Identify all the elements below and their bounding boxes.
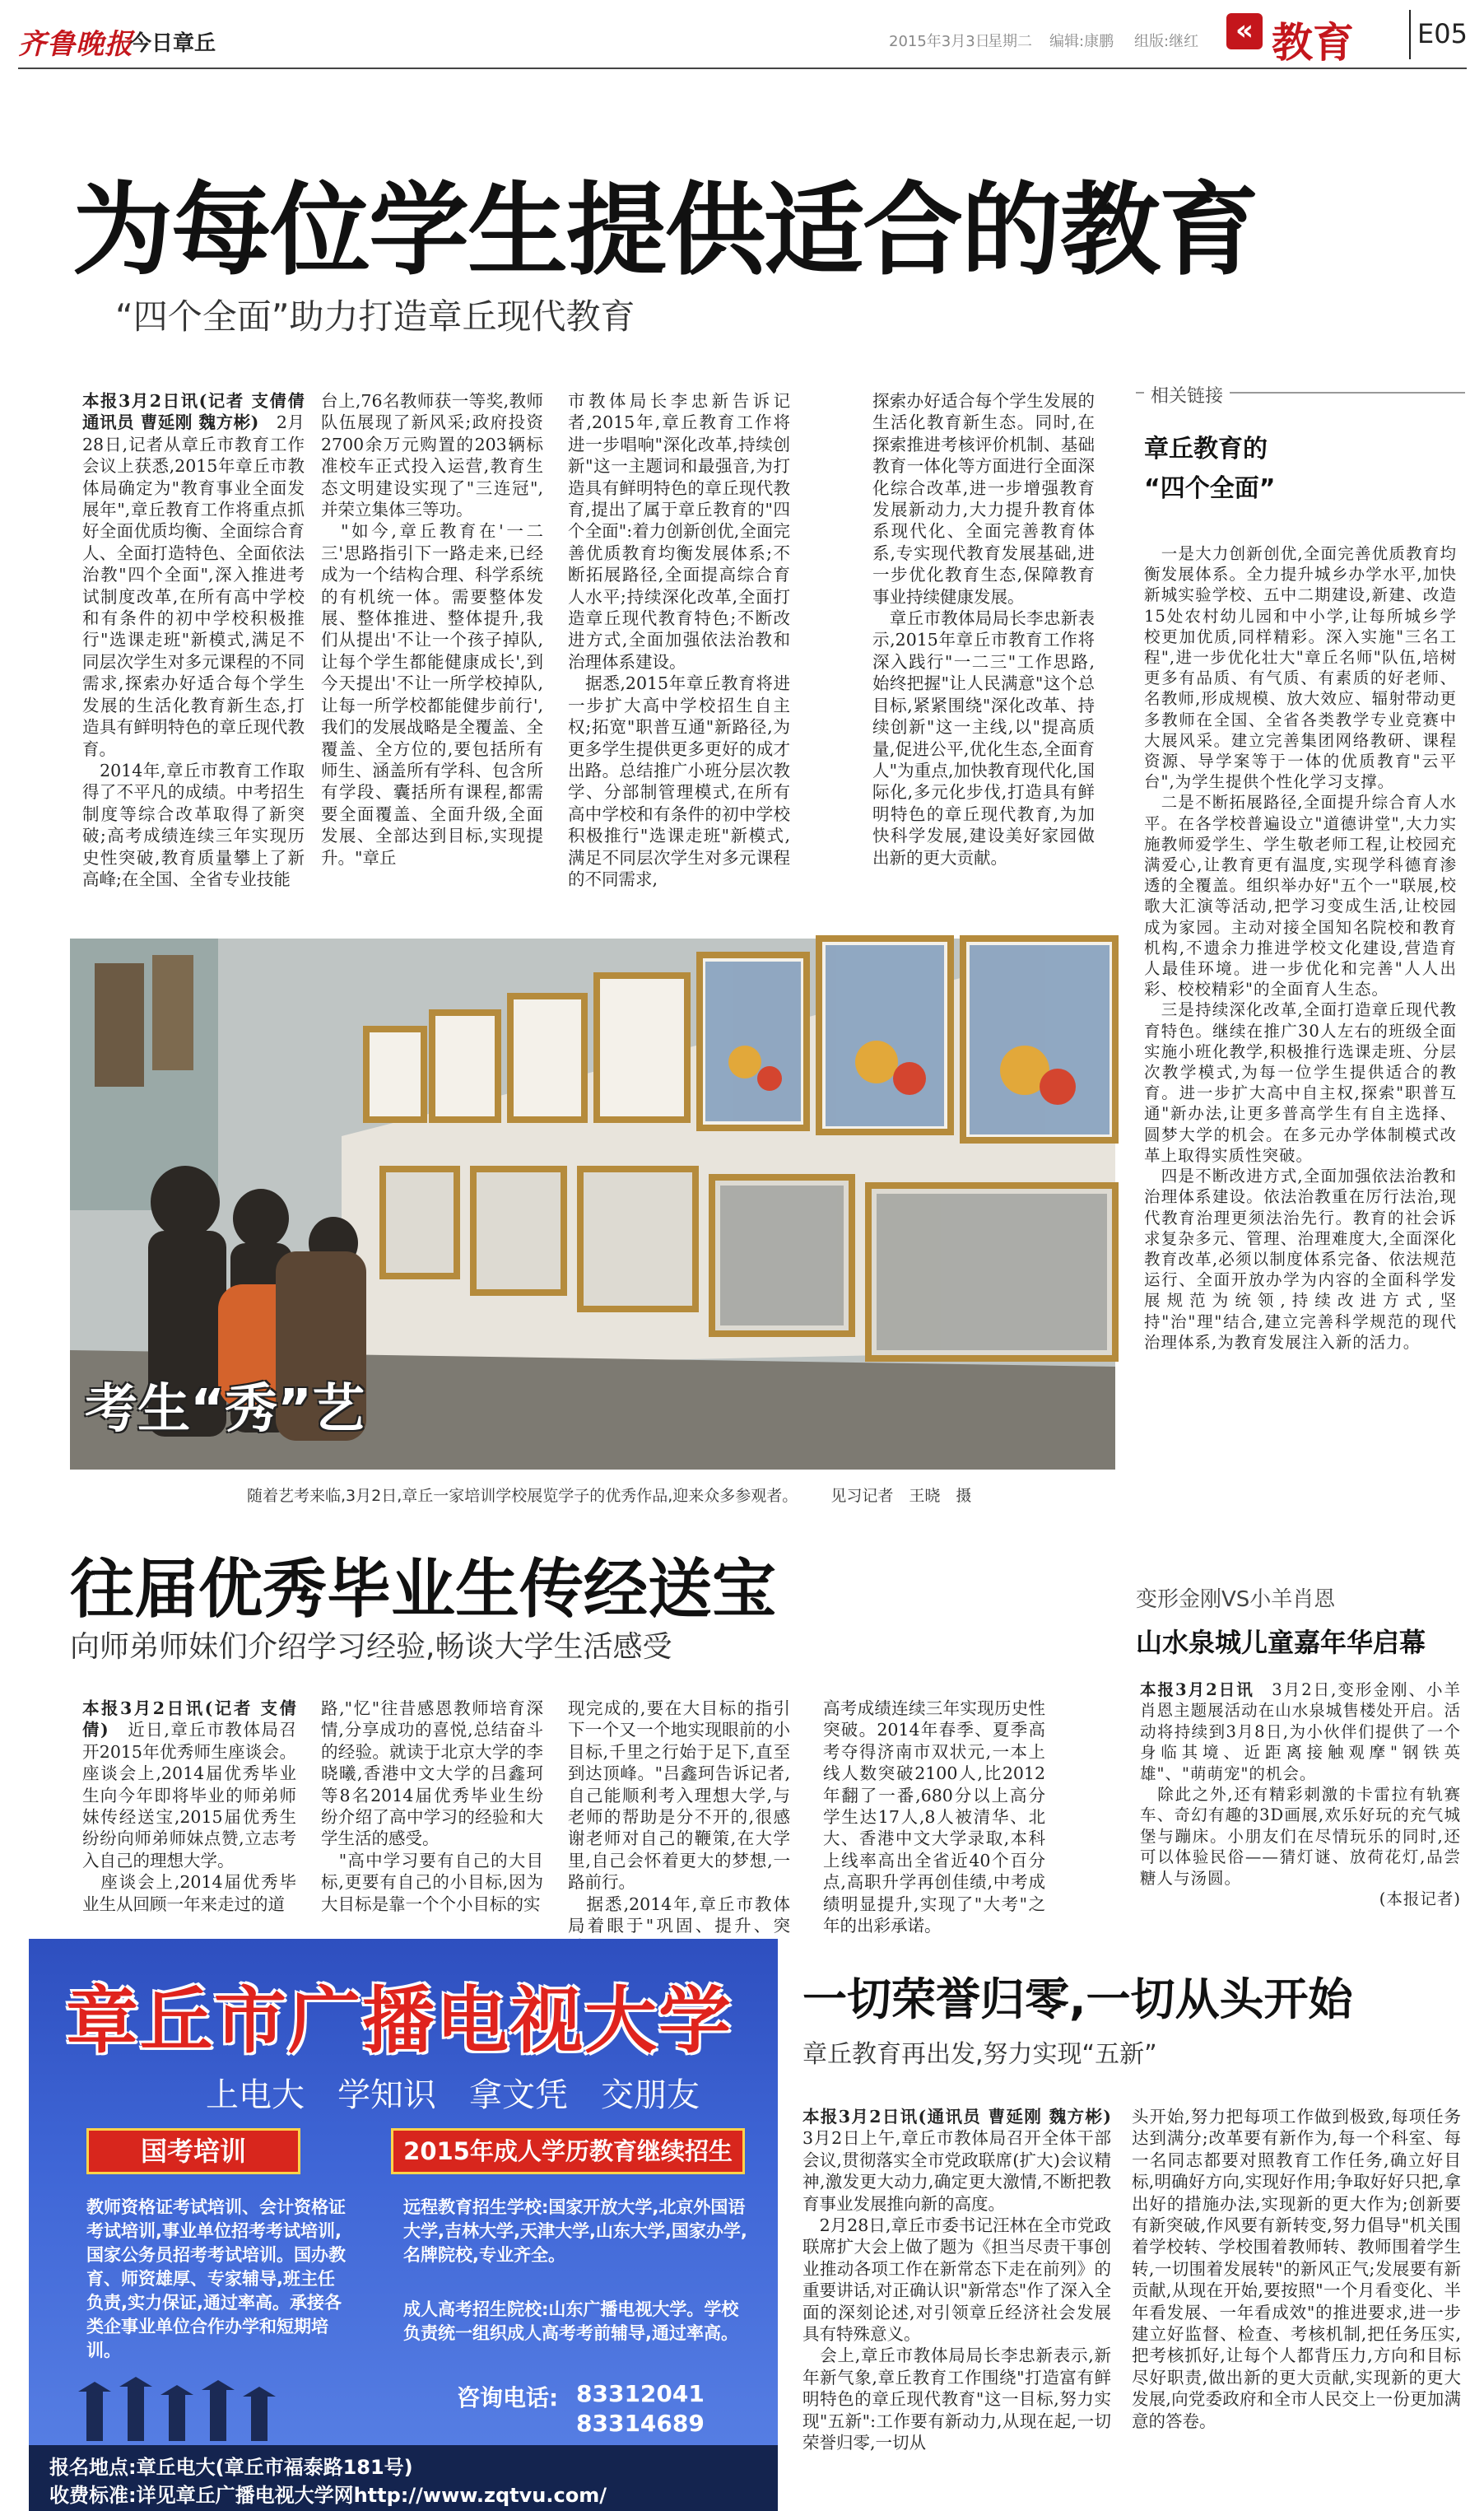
story3-text-1: 3月2日上午,章丘市教体局召开全体干部会议,贯彻落实全市党政联席(扩大)会议精神,激发更大动力,确定更大激情,不断把教育事业发展推向新的高度。 2月28日,章丘市委书记汪林在全市党政联席扩大会上做了题为《担当尽责干事创业推动各项工作在新常态下走在前列》的重要讲话,对正确认识"新常态"作了深入全面的深刻论述,对引领章丘经济社会发展具有特殊意义。 会上,章丘市教体局局长李忠新表示,新年新气象,章丘教育工作围绕"打造富有鲜明特色的章丘现代教育"这一目标,努力实现"五新":工作要有新动力,从现在起,一切荣誉归零,一切从 xyxy=(802,2128,1111,2453)
carnival-lead: 本报3月2日讯 xyxy=(1140,1680,1254,1699)
ad-phone-2: 83314689 xyxy=(576,2410,705,2437)
masthead xyxy=(0,0,1484,78)
masthead-rule xyxy=(18,68,1467,69)
story3-subhead: 章丘教育再出发,努力实现“五新” xyxy=(802,2040,1157,2069)
ad-box1-label: 国考培训 xyxy=(86,2128,300,2174)
main-headline: 为每位学生提供适合的教育 xyxy=(72,172,1258,289)
sidebar-title-2: “四个全面” xyxy=(1144,474,1276,503)
main-story-col-4: 探索办好适合每个学生发展的生活化教育新生态。同时,在探索推进考核评价机制、基础教育一体化等方面进行全面深化综合改革,进一步增强教育发展新动力,大力提升教育体系现代化、全面完善教育体系,专实现代教育发展基础,进一步优化教育生态,保障教育事业持续健康发展。 章丘市教体局局长李忠新表示,2015年章丘市教育工作将深入践行"一二三"工作思路,始终把握"让人民满意"这个总目标,紧紧围绕"深化改革、持续创新"这一主线,以"提高质量,促进公平,优化生态,全面育人"为重点,加快教育现代化,国际化,多元化步伐,打造具有鲜明特色的章丘现代教育,为加快科学发展,建设美好家园做出新的更大贡献。 xyxy=(872,391,1095,868)
tvu-advertisement xyxy=(29,1939,778,2511)
graduates-silhouette-icon xyxy=(70,2367,300,2441)
carnival-body: 3月2日,变形金刚、小羊肖恩主题展活动在山水泉城售楼处开启。活动将持续到3月8日,为小伙伴们提供了一个身临其境、近距离接触观摩"钢铁英雄"、"萌萌宠"的机会。 除此之外,还有精彩刺激的卡雷拉有轨赛车、奇幻有趣的3D画展,欢乐好玩的充气城堡与蹦床。小朋友们在尽情玩乐的同时,还可以体验民俗——猜灯谜、放荷花灯,品尝糖人与汤圆。 xyxy=(1140,1680,1461,1888)
sidebar-text: 一是大力创新创优,全面完善优质教育均衡发展体系。全力提升城乡办学水平,加快新城实验学校、五中二期建设,新建、改造15处农村幼儿园和中小学,让每所城乡学校更加优质,同样精彩。深入实施"三名工程",进一步优化壮大"章丘名师"队伍,培树更多有品质、有气质、有素质的好老师、名教师,形成规模、放大效应、辐射带动更多教师在全国、全省各类教学专业竞赛中大展风采。建立完善集团网络教研、课程资源、导学案等于一体的优质教育"云平台",为学生提供个性化学习支撑。 二是不断拓展路径,全面提升综合育人水平。在各学校普遍设立"道德讲堂",大力实施教师爱学生、学生敬老师工程,让校园充满爱心,让教育更有温度,实现学科德育渗透的全覆盖。组织举办好"五个一"联展,校歌大汇演等活动,把学习变成生活,让校园成为家园。主动对接全国知名院校和教育机构,不遗余力推进学校文化建设,营造育人最佳环境。进一步优化和完善"人人出彩、校校精彩"的全面育人生态。 三是持续深化改革,全面打造章丘现代教育特色。继续在推广30人左右的班级全面实施小班化教学,积极推行选课走班、分层次教学模式,为每一位学生提供适合的教育。进一步扩大高中自主权,探索"职普互通"新办法,让更多普高学生有自主选择、圆梦大学的机会。在多元办学体制模式改革上取得实质性突破。 四是不断改进方式,全面加强依法治教和治理体系建设。依法治教重在厉行法治,现代教育治理更须法治先行。教育的社会诉求复杂多元、管理、治理难度大,全面深化教育改革,必须以制度体系完备、依法规范运行、全面开放办学为内容的全面科学发展规范为统领,持续改进方式,坚持"治"理"结合,建立完善科学规范的现代治理体系,为教育发展注入新的活力。 xyxy=(1144,544,1457,1352)
story2-col-4: 高考成绩连续三年实现历史性突破。2014年春季、夏季高考夺得济南市双状元,一本上线人数突破2100人,比2012年翻了一番,680分以上高分学生达17人,8人被清华、北大、香港中文大学录取,本科上线率高出全省近40个百分点,高职升学再创佳绩,中考成绩明显提升,实现了"大考"之年的出彩承诺。 xyxy=(823,1698,1045,1936)
story3-col-2: 头开始,努力把每项工作做到极致,每项任务达到满分;改革要有新作为,每一个科室、每一名同志都要对照教育工作任务,确立好目标,明确好方向,实现好作用;争取好好只把,拿出好的措施办法,实现新的更大作为;创新要有新突破,作风要有新转变,努力倡导"机关围着学校转、学校围着教师转、教师围着学生转,一切围着发展转"的新风正气;发展要有新贡献,从现在开始,要按照"一个月看变化、半年看发展、一年看成效"的推进要求,进一步建立好监督、检查、考核机制,把任务压实,把考核抓好,让每个人都背压力,方向和目标尽好职责,做出新的更大贡献,实现新的更大发展,向党委政府和全市人民交上一份更加满意的答卷。 xyxy=(1132,2107,1461,2431)
main-story-text-1: 2月28日,记者从章丘市教育工作会议上获悉,2015年章丘市教体局确定为"教育事业全面发展年",章丘教育工作将重点抓好全面优质均衡、全面综合育人、全面打造特色、全面依法治教"四个全面",深入推进考试制度改革,在所有高中学校和有条件的初中学校积极推行"选课走班"新模式,满足不同层次学生对多元课程的不同需求,探索办好适合每个学生发展的生活化教育新生态,打造具有鲜明特色的章丘现代教育。 2014年,章丘市教育工作取得了不平凡的成绩。中考招生制度等综合改革取得了新突破;高考成绩连续三年实现历史性突破,教育质量攀上了新高峰;在全国、全省专业技能 xyxy=(82,412,305,889)
page-number: E05 xyxy=(1417,18,1468,49)
section-divider xyxy=(1409,10,1411,59)
story2-text-1: 近日,章丘市教体局召开2015年优秀师生座谈会。座谈会上,2014届优秀毕业生向今年即将毕业的师弟师妹传经送宝,2015届优秀生纷纷向师弟师妹点赞,立志考入自己的理想大学。 座谈会上,2014届优秀毕业生从回顾一年来走过的道 xyxy=(82,1720,296,1914)
story2-headline: 往届优秀毕业生传经送宝 xyxy=(70,1553,777,1627)
section-tag: 今日章丘 xyxy=(130,31,216,56)
exhibition-photo xyxy=(70,939,1115,1470)
carnival-headline: 山水泉城儿童嘉年华启幕 xyxy=(1136,1627,1426,1658)
ad-slogan: 上电大 学知识 拿文凭 交朋友 xyxy=(206,2076,700,2114)
ad-box2-label: 2015年成人学历教育继续招生 xyxy=(391,2128,745,2174)
story2-col-1 xyxy=(82,1698,296,1920)
story2-col-2: 路,"忆"往昔感恩教师培育深情,分享成功的喜悦,总结奋斗的经验。就读于北京大学的李晓曦,香港中文大学的吕鑫珂等8名2014届优秀毕业生纷纷介绍了高中学习的经验和大学生活的感受。 "高中学习要有自己的大目标,更要有自己的小目标,因为大目标是靠一个个小目标的实 xyxy=(321,1698,543,1914)
story2-lead: 本报3月2日讯(记者 支倩倩) xyxy=(82,1698,296,1740)
photo-credit: 见习记者 王晓 摄 xyxy=(830,1487,972,1505)
ad-title: 章丘市广播电视大学 xyxy=(66,1978,733,2063)
paper-logo: 齐鲁晚报 xyxy=(18,28,133,61)
ad-address: 报名地点:章丘电大(章丘市福泰路181号) xyxy=(49,2456,413,2479)
main-story-col-1 xyxy=(82,390,311,917)
photo-caption xyxy=(247,1484,971,1506)
story3-headline: 一切荣誉归零,一切从头开始 xyxy=(802,1973,1353,2025)
main-subhead: “四个全面”助力打造章丘现代教育 xyxy=(115,296,635,337)
main-story-lead: 本报3月2日讯(记者 支倩倩 通讯员 曹延刚 魏方彬) xyxy=(82,391,311,433)
issue-weekday: 星期二 xyxy=(988,33,1032,50)
carnival-end: (本报记者) xyxy=(1379,1889,1461,1909)
ad-left-text: 教师资格证考试培训、会计资格证考试培训,事业单位招考考试培训,国家公务员招考考试培训。国办教育、师资雄厚、专家辅导,班主任负责,实力保证,通过率高。承接各类企事业单位合作办学和短期培训。 xyxy=(86,2197,346,2360)
story3-lead: 本报3月2日讯(通讯员 曹延刚 魏方彬) xyxy=(802,2107,1111,2127)
photo-overlay-caption: 考生“秀”艺 xyxy=(85,1379,365,1440)
main-story-col-3: 市教体局长李忠新告诉记者,2015年,章丘教育工作将进一步唱响"深化改革,持续创新"这一主题词和最强音,为打造具有鲜明特色的章丘现代教育,提出了属于章丘教育的"四个全面":着力创新创优,全面完善优质教育均衡发展体系;不断拓展路径,全面提高综合育人水平;持续深化改革,全面打造章丘现代教育特色;不断改进方式,全面加强依法治教和治理体系建设。 据悉,2015年章丘教育将进一步扩大高中学校招生自主权;拓宽"职普互通"新路径,为更多学生提供更多更好的成才出路。总结推广小班分层次教学、分部制管理模式,在所有高中学校和有条件的初中学校积极推行"选课走班"新模式,满足不同层次学生对多元课程的不同需求, xyxy=(568,391,790,889)
ad-right-text-2: 成人高考招生院校:山东广播电视大学。学校负责统一组织成人高考考前辅导,通过率高。 xyxy=(403,2299,739,2343)
sidebar-tag: 相关链接 xyxy=(1144,382,1230,408)
ad-phone-label: 咨询电话: xyxy=(457,2384,559,2411)
story3-col-1 xyxy=(802,2106,1111,2501)
section-chevron-icon: « xyxy=(1226,13,1263,49)
designer-credit: 组版:继红 xyxy=(1134,33,1199,50)
story2-col-3: 现完成的,要在大目标的指引下一个又一个地实现眼前的小目标,千里之行始于足下,直至到达顶峰。"吕鑫珂告诉记者,自己能顺利考入理想大学,与老师的帮助是分不开的,很感谢老师对自己的鞭策,在大学里,自己会怀着更大的梦想,一路前行。 据悉,2014年,章丘市教体局着眼于"巩固、提升、突 xyxy=(568,1698,790,1936)
sidebar-box xyxy=(1136,387,1465,1581)
carnival-text xyxy=(1140,1679,1461,1951)
ad-right-text-1: 远程教育招生学校:国家开放大学,北京外国语大学,吉林大学,天津大学,山东大学,国家办学,名牌院校,专业齐全。 xyxy=(403,2197,747,2265)
section-name: 教育 xyxy=(1272,19,1354,67)
editor-credit: 编辑:康鹏 xyxy=(1049,33,1114,50)
story2-subhead: 向师弟师妹们介绍学习经验,畅谈大学生活感受 xyxy=(70,1630,672,1664)
issue-date: 2015年3月3日 xyxy=(889,33,990,50)
photo-caption-text: 随着艺考来临,3月2日,章丘一家培训学校展览学子的优秀作品,迎来众多参观者。 xyxy=(247,1487,798,1505)
carnival-kicker: 变形金刚VS小羊肖恩 xyxy=(1136,1587,1336,1612)
ad-fees: 收费标准:详见章丘广播电视大学网http://www.zqtvu.com/ xyxy=(49,2484,607,2507)
main-story-col-2: 台上,76名教师获一等奖,教师队伍展现了新风采;政府投资2700余万元购置的203辆标准校车正式投入运营,教育生态文明建设实现了"三连冠",并荣立集体三等功。 "如今,章丘教育在'一二三'思路指引下一路走来,已经成为一个结构合理、科学系统的有机统一体。需要整体发展、整体推进、整体提升,我们从提出'不让一个孩子掉队,让每个学生都能健康成长',到今天提出'不让一所学校掉队,让每一所学校都能健步前行',我们的发展战略是全覆盖、全覆盖、全方位的,要包括所有师生、涵盖所有学科、包含所有学段、囊括所有课程,都需要全面覆盖、全面升级,全面发展、全部达到目标,实现提升。"章丘 xyxy=(321,391,543,868)
sidebar-title-1: 章丘教育的 xyxy=(1144,435,1268,464)
ad-phone-1: 83312041 xyxy=(576,2380,705,2407)
